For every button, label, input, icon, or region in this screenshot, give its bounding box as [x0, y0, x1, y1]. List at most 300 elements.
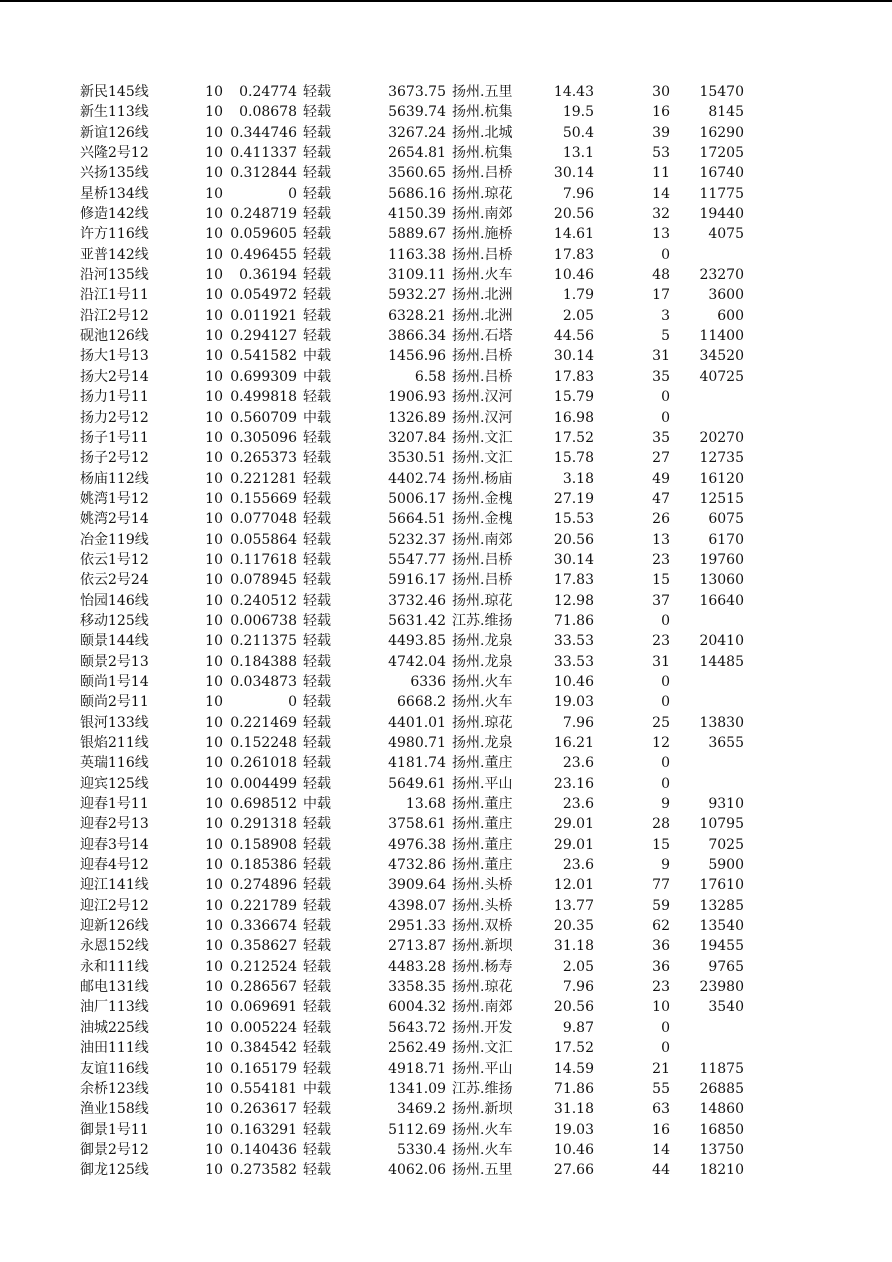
voltage-cell: 10: [205, 490, 223, 507]
voltage-cell: 10: [205, 897, 223, 914]
substation-load-cell: 30.14: [553, 348, 594, 365]
line-name-cell: 沿江1号11: [80, 287, 149, 304]
load-status-cell: 轻载: [303, 287, 331, 304]
capacity-margin-cell: 3469.2: [397, 1101, 446, 1118]
transformer-count-cell: 21: [652, 1060, 670, 1077]
load-rate-cell: 0.004499: [230, 775, 297, 792]
line-name-cell: 迎江2号12: [80, 897, 149, 914]
voltage-cell: 10: [205, 531, 223, 548]
voltage-cell: 10: [205, 307, 223, 324]
voltage-cell: 10: [205, 612, 223, 629]
capacity-margin-cell: 1326.89: [388, 409, 446, 426]
load-rate-cell: 0.158908: [230, 836, 297, 853]
substation-cell: 扬州.琼花: [452, 714, 513, 731]
line-name-cell: 颐尚2号11: [80, 694, 149, 711]
capacity-margin-cell: 3530.51: [388, 450, 446, 467]
transformer-capacity-cell: 14860: [699, 1101, 744, 1118]
substation-cell: 扬州.文汇: [452, 450, 513, 467]
load-status-cell: 轻载: [303, 1019, 331, 1036]
voltage-cell: 10: [205, 124, 223, 141]
transformer-capacity-cell: 9765: [708, 958, 744, 975]
line-name-cell: 修造142线: [80, 206, 149, 223]
transformer-capacity-cell: 13540: [699, 918, 744, 935]
transformer-count-cell: 13: [652, 226, 670, 243]
voltage-cell: 10: [205, 1101, 223, 1118]
load-status-cell: 轻载: [303, 551, 331, 568]
substation-cell: 扬州.平山: [452, 1060, 513, 1077]
load-rate-cell: 0.263617: [230, 1101, 297, 1118]
load-status-cell: 轻载: [303, 653, 331, 670]
substation-load-cell: 16.21: [553, 735, 594, 751]
transformer-capacity-cell: 17610: [699, 877, 744, 894]
load-rate-cell: 0.069691: [230, 999, 297, 1016]
transformer-capacity-cell: 11400: [699, 328, 744, 345]
substation-load-cell: 15.78: [553, 450, 594, 467]
substation-load-cell: 20.35: [553, 918, 594, 935]
substation-cell: 扬州.董庄: [452, 836, 513, 853]
line-name-cell: 迎春4号12: [80, 857, 149, 874]
capacity-margin-cell: 3758.61: [388, 816, 446, 833]
voltage-cell: 10: [205, 979, 223, 996]
substation-load-cell: 14.61: [553, 226, 594, 243]
substation-load-cell: 17.83: [553, 246, 594, 263]
transformer-capacity-cell: 14485: [699, 653, 744, 670]
transformer-count-cell: 0: [661, 612, 670, 629]
transformer-count-cell: 5: [661, 328, 670, 345]
substation-load-cell: 12.01: [553, 877, 594, 894]
load-status-cell: 轻载: [303, 714, 331, 731]
transformer-capacity-cell: 13060: [699, 572, 744, 589]
transformer-count-cell: 9: [661, 857, 670, 874]
load-rate-cell: 0.261018: [230, 755, 297, 772]
capacity-margin-cell: 3358.35: [388, 979, 446, 996]
substation-cell: 扬州.吕桥: [452, 368, 513, 385]
load-status-cell: 轻载: [303, 1060, 331, 1077]
substation-cell: 扬州.南郊: [452, 531, 513, 548]
transformer-count-cell: 36: [652, 958, 670, 975]
voltage-cell: 10: [205, 592, 223, 609]
voltage-cell: 10: [205, 857, 223, 874]
transformer-count-cell: 0: [661, 1040, 670, 1057]
transformer-count-cell: 36: [652, 938, 670, 955]
line-name-cell: 姚湾2号14: [80, 511, 149, 528]
substation-cell: 扬州.开发: [452, 1019, 513, 1036]
capacity-margin-cell: 6.58: [414, 368, 446, 385]
load-status-cell: 轻载: [303, 958, 331, 975]
load-rate-cell: 0.212524: [230, 958, 297, 975]
line-name-cell: 邮电131线: [80, 979, 149, 996]
substation-cell: 扬州.杨寿: [452, 958, 513, 975]
substation-cell: 扬州.吕桥: [452, 165, 513, 182]
load-status-cell: 轻载: [303, 1162, 331, 1179]
transformer-count-cell: 35: [652, 368, 670, 385]
substation-cell: 扬州.董庄: [452, 796, 513, 813]
transformer-capacity-cell: 13285: [699, 897, 744, 914]
substation-load-cell: 2.05: [562, 307, 594, 324]
substation-cell: 扬州.文汇: [452, 429, 513, 446]
transformer-count-cell: 77: [652, 877, 670, 894]
substation-cell: 扬州.吕桥: [452, 551, 513, 568]
capacity-margin-cell: 4401.01: [388, 714, 446, 731]
voltage-cell: 10: [205, 714, 223, 731]
capacity-margin-cell: 4181.74: [388, 755, 446, 772]
voltage-cell: 10: [205, 775, 223, 792]
voltage-cell: 10: [205, 450, 223, 467]
voltage-cell: 10: [205, 1121, 223, 1138]
substation-load-cell: 27.66: [553, 1162, 594, 1179]
substation-load-cell: 29.01: [553, 836, 594, 853]
capacity-margin-cell: 5686.16: [388, 185, 446, 202]
transformer-count-cell: 0: [661, 673, 670, 690]
transformer-count-cell: 0: [661, 389, 670, 406]
capacity-margin-cell: 4402.74: [388, 470, 446, 487]
load-rate-cell: 0.221789: [230, 897, 297, 914]
load-rate-cell: 0: [288, 185, 297, 202]
transformer-capacity-cell: 3600: [708, 287, 744, 304]
substation-load-cell: 31.18: [553, 938, 594, 955]
line-name-cell: 迎春3号14: [80, 836, 149, 853]
voltage-cell: 10: [205, 246, 223, 263]
capacity-margin-cell: 6668.2: [397, 694, 446, 711]
load-status-cell: 轻载: [303, 185, 331, 202]
substation-load-cell: 33.53: [553, 653, 594, 670]
load-status-cell: 轻载: [303, 490, 331, 507]
substation-load-cell: 71.86: [553, 612, 594, 629]
substation-load-cell: 71.86: [553, 1080, 594, 1097]
transformer-count-cell: 47: [652, 490, 670, 507]
capacity-margin-cell: 3267.24: [388, 124, 446, 141]
load-status-cell: 中载: [303, 368, 331, 385]
capacity-margin-cell: 5006.17: [388, 490, 446, 507]
substation-load-cell: 2.05: [562, 958, 594, 975]
substation-load-cell: 20.56: [553, 531, 594, 548]
substation-load-cell: 30.14: [553, 551, 594, 568]
substation-load-cell: 23.6: [562, 857, 594, 874]
substation-load-cell: 9.87: [562, 1019, 594, 1036]
load-status-cell: 轻载: [303, 816, 331, 833]
load-status-cell: 轻载: [303, 429, 331, 446]
voltage-cell: 10: [205, 287, 223, 304]
line-name-cell: 银河133线: [80, 714, 149, 731]
load-status-cell: 轻载: [303, 267, 331, 284]
transformer-count-cell: 13: [652, 531, 670, 548]
voltage-cell: 10: [205, 796, 223, 813]
load-status-cell: 轻载: [303, 572, 331, 589]
substation-load-cell: 14.43: [553, 84, 594, 100]
substation-load-cell: 13.77: [553, 897, 594, 914]
transformer-capacity-cell: 5900: [708, 857, 744, 874]
substation-cell: 扬州.琼花: [452, 185, 513, 202]
transformer-count-cell: 26: [652, 511, 670, 528]
load-status-cell: 轻载: [303, 633, 331, 650]
substation-cell: 扬州.龙泉: [452, 633, 513, 650]
capacity-margin-cell: 3560.65: [388, 165, 446, 182]
transformer-count-cell: 55: [652, 1080, 670, 1097]
transformer-capacity-cell: 7025: [708, 836, 744, 853]
voltage-cell: 10: [205, 877, 223, 894]
transformer-capacity-cell: 15470: [699, 84, 744, 100]
line-name-cell: 移动125线: [80, 612, 149, 629]
capacity-margin-cell: 6336: [410, 673, 446, 690]
transformer-capacity-cell: 4075: [708, 226, 744, 243]
voltage-cell: 10: [205, 429, 223, 446]
voltage-cell: 10: [205, 694, 223, 711]
voltage-cell: 10: [205, 389, 223, 406]
line-name-cell: 亚普142线: [80, 246, 149, 263]
load-status-cell: 轻载: [303, 104, 331, 121]
substation-load-cell: 23.6: [562, 796, 594, 813]
substation-load-cell: 10.46: [553, 673, 594, 690]
transformer-count-cell: 44: [652, 1162, 670, 1179]
load-status-cell: 轻载: [303, 694, 331, 711]
transformer-count-cell: 28: [652, 816, 670, 833]
capacity-margin-cell: 1163.38: [388, 246, 446, 263]
capacity-margin-cell: 5330.4: [397, 1141, 446, 1158]
transformer-capacity-cell: 34520: [699, 348, 744, 365]
transformer-count-cell: 59: [652, 897, 670, 914]
transformer-count-cell: 31: [652, 348, 670, 365]
substation-load-cell: 19.5: [562, 104, 594, 121]
line-name-cell: 杨庙112线: [80, 470, 149, 487]
load-rate-cell: 0.184388: [230, 653, 297, 670]
line-name-cell: 迎春2号13: [80, 816, 149, 833]
substation-cell: 江苏.维扬: [452, 1080, 513, 1097]
transformer-capacity-cell: 17205: [699, 145, 744, 162]
line-name-cell: 扬子1号11: [80, 429, 149, 446]
transformer-capacity-cell: 16740: [699, 165, 744, 182]
load-rate-cell: 0.554181: [230, 1080, 297, 1097]
substation-load-cell: 33.53: [553, 633, 594, 650]
voltage-cell: 10: [205, 165, 223, 182]
substation-cell: 扬州.火车: [452, 267, 513, 284]
voltage-cell: 10: [205, 633, 223, 650]
load-rate-cell: 0.221281: [230, 470, 297, 487]
voltage-cell: 10: [205, 1060, 223, 1077]
load-status-cell: 轻载: [303, 246, 331, 263]
load-rate-cell: 0.294127: [230, 328, 297, 345]
line-name-cell: 扬大1号13: [80, 348, 149, 365]
load-status-cell: 轻载: [303, 1121, 331, 1138]
transformer-count-cell: 23: [652, 633, 670, 650]
transformer-capacity-cell: 3655: [708, 735, 744, 751]
substation-cell: 扬州.双桥: [452, 918, 513, 935]
transformer-count-cell: 48: [652, 267, 670, 284]
substation-load-cell: 27.19: [553, 490, 594, 507]
load-rate-cell: 0.499818: [230, 389, 297, 406]
voltage-cell: 10: [205, 368, 223, 385]
load-status-cell: 轻载: [303, 999, 331, 1016]
capacity-margin-cell: 2951.33: [388, 918, 446, 935]
line-name-cell: 永恩152线: [80, 938, 149, 955]
substation-cell: 扬州.新坝: [452, 938, 513, 955]
capacity-margin-cell: 5889.67: [388, 226, 446, 243]
capacity-margin-cell: 3207.84: [388, 429, 446, 446]
line-name-cell: 许方116线: [80, 226, 149, 243]
substation-load-cell: 12.98: [553, 592, 594, 609]
load-rate-cell: 0.005224: [230, 1019, 297, 1036]
substation-load-cell: 17.52: [553, 1040, 594, 1057]
transformer-count-cell: 14: [652, 185, 670, 202]
load-rate-cell: 0.698512: [230, 796, 297, 813]
load-status-cell: 轻载: [303, 206, 331, 223]
load-rate-cell: 0.221469: [230, 714, 297, 731]
substation-cell: 扬州.文汇: [452, 1040, 513, 1057]
capacity-margin-cell: 3673.75: [388, 84, 446, 100]
substation-cell: 扬州.平山: [452, 775, 513, 792]
substation-cell: 扬州.汉河: [452, 389, 513, 406]
transformer-count-cell: 11: [652, 165, 670, 182]
load-status-cell: 轻载: [303, 755, 331, 772]
substation-load-cell: 15.53: [553, 511, 594, 528]
load-rate-cell: 0.699309: [230, 368, 297, 385]
substation-cell: 扬州.汉河: [452, 409, 513, 426]
load-rate-cell: 0.011921: [230, 307, 297, 324]
voltage-cell: 10: [205, 958, 223, 975]
transformer-capacity-cell: 40725: [699, 368, 744, 385]
line-name-cell: 颐景2号13: [80, 653, 149, 670]
transformer-count-cell: 63: [652, 1101, 670, 1118]
substation-cell: 扬州.吕桥: [452, 348, 513, 365]
capacity-margin-cell: 5664.51: [388, 511, 446, 528]
capacity-margin-cell: 5639.74: [388, 104, 446, 121]
load-rate-cell: 0.240512: [230, 592, 297, 609]
load-status-cell: 轻载: [303, 735, 331, 751]
substation-load-cell: 20.56: [553, 999, 594, 1016]
line-name-cell: 扬力2号12: [80, 409, 149, 426]
substation-load-cell: 19.03: [553, 1121, 594, 1138]
voltage-cell: 10: [205, 816, 223, 833]
top-border-line: [0, 0, 892, 2]
load-rate-cell: 0.411337: [230, 145, 297, 162]
substation-load-cell: 29.01: [553, 816, 594, 833]
substation-load-cell: 13.1: [562, 145, 594, 162]
substation-cell: 扬州.新坝: [452, 1101, 513, 1118]
substation-cell: 扬州.琼花: [452, 592, 513, 609]
transformer-capacity-cell: 6170: [708, 531, 744, 548]
transformer-capacity-cell: 16290: [699, 124, 744, 141]
load-status-cell: 轻载: [303, 84, 331, 100]
substation-load-cell: 23.6: [562, 755, 594, 772]
line-name-cell: 依云2号24: [80, 572, 149, 589]
capacity-margin-cell: 4493.85: [388, 633, 446, 650]
capacity-margin-cell: 2713.87: [388, 938, 446, 955]
line-name-cell: 迎宾125线: [80, 775, 149, 792]
voltage-cell: 10: [205, 755, 223, 772]
voltage-cell: 10: [205, 1080, 223, 1097]
load-rate-cell: 0.560709: [230, 409, 297, 426]
transformer-count-cell: 37: [652, 592, 670, 609]
substation-load-cell: 44.56: [553, 328, 594, 345]
load-rate-cell: 0.140436: [230, 1141, 297, 1158]
voltage-cell: 10: [205, 206, 223, 223]
voltage-cell: 10: [205, 470, 223, 487]
substation-cell: 扬州.吕桥: [452, 246, 513, 263]
load-status-cell: 轻载: [303, 1101, 331, 1118]
voltage-cell: 10: [205, 673, 223, 690]
line-name-cell: 扬力1号11: [80, 389, 149, 406]
line-name-cell: 兴扬135线: [80, 165, 149, 182]
transformer-count-cell: 32: [652, 206, 670, 223]
voltage-cell: 10: [205, 104, 223, 121]
transformer-capacity-cell: 12735: [699, 450, 744, 467]
substation-load-cell: 23.16: [553, 775, 594, 792]
capacity-margin-cell: 5112.69: [388, 1121, 446, 1138]
load-rate-cell: 0.286567: [230, 979, 297, 996]
voltage-cell: 10: [205, 145, 223, 162]
substation-cell: 扬州.金槐: [452, 511, 513, 528]
voltage-cell: 10: [205, 409, 223, 426]
capacity-margin-cell: 5916.17: [388, 572, 446, 589]
transformer-capacity-cell: 16120: [699, 470, 744, 487]
capacity-margin-cell: 4742.04: [388, 653, 446, 670]
load-rate-cell: 0.312844: [230, 165, 297, 182]
substation-cell: 扬州.火车: [452, 1141, 513, 1158]
load-rate-cell: 0.541582: [230, 348, 297, 365]
load-status-cell: 轻载: [303, 857, 331, 874]
voltage-cell: 10: [205, 511, 223, 528]
transformer-capacity-cell: 19760: [699, 551, 744, 568]
capacity-margin-cell: 3109.11: [388, 267, 446, 284]
substation-cell: 扬州.施桥: [452, 226, 513, 243]
substation-load-cell: 1.79: [562, 287, 594, 304]
voltage-cell: 10: [205, 999, 223, 1016]
load-status-cell: 轻载: [303, 1141, 331, 1158]
voltage-cell: 10: [205, 84, 223, 100]
substation-load-cell: 17.52: [553, 429, 594, 446]
capacity-margin-cell: 1341.09: [388, 1080, 446, 1097]
substation-cell: 扬州.火车: [452, 694, 513, 711]
transformer-count-cell: 3: [661, 307, 670, 324]
load-status-cell: 中载: [303, 348, 331, 365]
capacity-margin-cell: 4398.07: [388, 897, 446, 914]
substation-cell: 扬州.火车: [452, 1121, 513, 1138]
substation-cell: 扬州.头桥: [452, 897, 513, 914]
capacity-margin-cell: 5649.61: [388, 775, 446, 792]
load-rate-cell: 0.117618: [230, 551, 297, 568]
capacity-margin-cell: 5932.27: [388, 287, 446, 304]
load-rate-cell: 0.077048: [230, 511, 297, 528]
substation-cell: 扬州.龙泉: [452, 653, 513, 670]
load-status-cell: 轻载: [303, 897, 331, 914]
capacity-margin-cell: 5547.77: [388, 551, 446, 568]
capacity-margin-cell: 4483.28: [388, 958, 446, 975]
transformer-count-cell: 14: [652, 1141, 670, 1158]
line-name-cell: 沿江2号12: [80, 307, 149, 324]
load-status-cell: 中载: [303, 409, 331, 426]
capacity-margin-cell: 6328.21: [388, 307, 446, 324]
line-name-cell: 御景2号12: [80, 1141, 149, 1158]
capacity-margin-cell: 13.68: [405, 796, 446, 813]
substation-cell: 扬州.龙泉: [452, 735, 513, 751]
line-name-cell: 新生113线: [80, 104, 149, 121]
load-status-cell: 轻载: [303, 511, 331, 528]
substation-load-cell: 17.83: [553, 368, 594, 385]
line-name-cell: 砚池126线: [80, 328, 149, 345]
substation-load-cell: 7.96: [562, 979, 594, 996]
load-status-cell: 轻载: [303, 918, 331, 935]
transformer-capacity-cell: 600: [717, 307, 744, 324]
load-rate-cell: 0.152248: [230, 735, 297, 751]
load-rate-cell: 0.265373: [230, 450, 297, 467]
substation-cell: 扬州.北城: [452, 124, 513, 141]
transformer-count-cell: 0: [661, 246, 670, 263]
substation-cell: 扬州.石塔: [452, 328, 513, 345]
transformer-count-cell: 27: [652, 450, 670, 467]
load-status-cell: 轻载: [303, 389, 331, 406]
line-name-cell: 油田111线: [80, 1040, 149, 1057]
load-rate-cell: 0.006738: [230, 612, 297, 629]
transformer-capacity-cell: 6075: [708, 511, 744, 528]
